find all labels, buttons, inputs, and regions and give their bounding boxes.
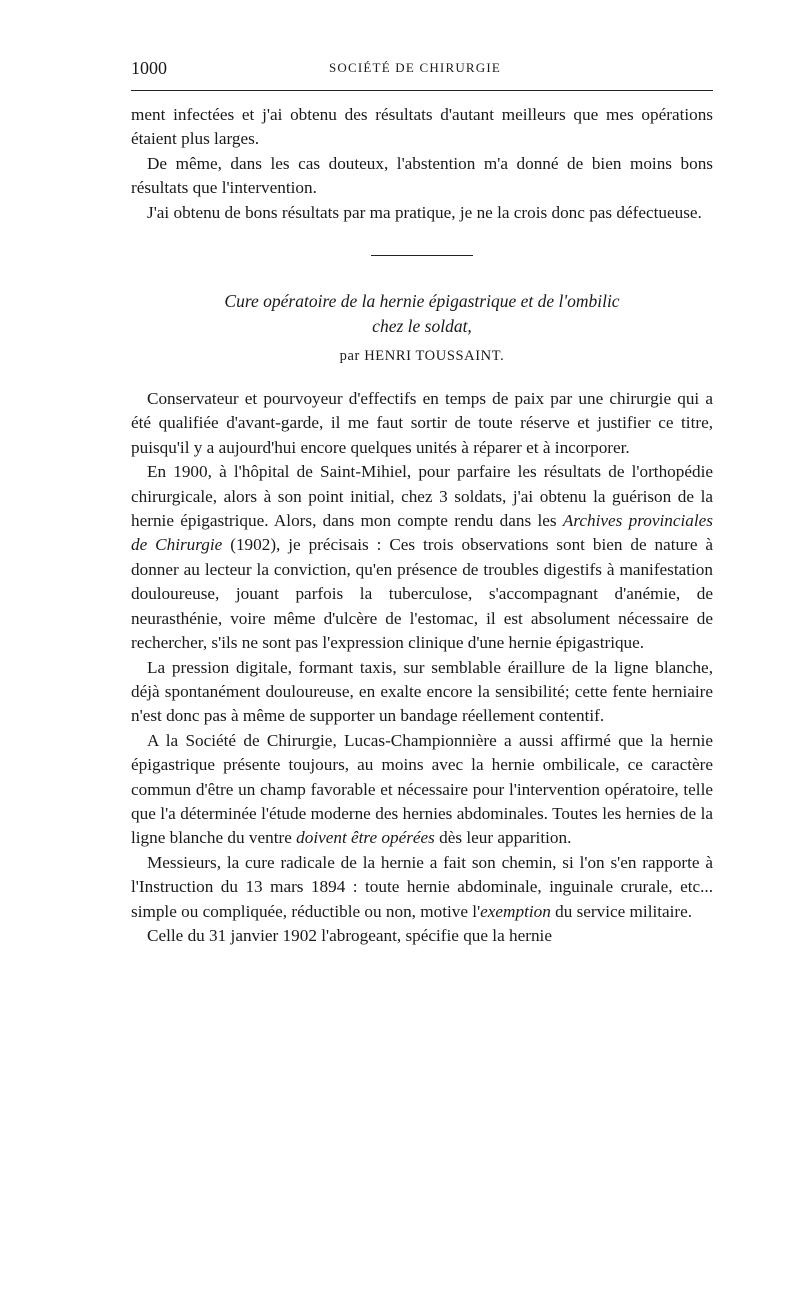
running-title: SOCIÉTÉ DE CHIRURGIE <box>329 60 502 75</box>
previous-article-ending <box>131 103 713 225</box>
paragraph-text: du service militaire. <box>550 901 693 921</box>
article-byline <box>131 348 713 365</box>
paragraph-text: dès leur apparition. <box>434 828 572 848</box>
page-number: 1000 <box>131 58 167 78</box>
paragraph-text: (1902), je précisais : Ces trois observations sont bien de nature à donner au lecteur la conviction, qu'en présence de troubles digestifs à manifestation douloureuse, jouant parfois la tuberculose, s'accompagnant d'anémie, de neurasthénie, voire même d'ulcère de l'estomac, il est absolument nécessaire de rechercher, s'ils ne sont pas l'expression clinique d'une hernie épigastrique. <box>131 535 713 653</box>
article-title-line: Cure opératoire de la hernie épigastrique et de l'ombilic <box>224 291 620 312</box>
author-name: HENRI TOUSSAINT. <box>364 348 505 365</box>
emphasis: exemption <box>480 901 551 921</box>
paragraph: J'ai obtenu de bons résultats par ma pratique, je ne la crois donc pas défectueuse. <box>147 202 702 222</box>
running-header <box>131 58 713 84</box>
paragraph-text: En 1900, à l'hôpital de Saint-Mihiel, pour parfaire les résultats de l'orthopédie chirurgicale, alors à son point initial, chez 3 soldats, j'ai obtenu la guérison de la hernie épigastrique. Alors, dans mon compte rendu dans les <box>131 462 713 531</box>
paragraph: La pression digitale, formant taxis, sur semblable éraillure de la ligne blanche, déjà spontanément douloureuse, en exalte encore la sensibilité; cette fente herniaire n'est donc pas à même de supporter un bandage réellement contentif. <box>131 657 713 726</box>
header-rule <box>131 90 713 91</box>
journal-title: Archives provinciales de Chirurgie <box>131 511 713 555</box>
paragraph <box>131 460 713 655</box>
article-title-line: chez le soldat, <box>372 316 472 337</box>
paragraph: De même, dans les cas douteux, l'abstention m'a donné de bien moins bons résultats que l'intervention. <box>131 153 713 198</box>
paragraph: Conservateur et pourvoyeur d'effectifs en temps de paix par une chirurgie qui a été qualifiée d'avant-garde, il me faut sortir de toute réserve et justifier ce titre, puisqu'il y a aujourd'hui encore quelques unités à réparer et à incorporer. <box>131 389 713 457</box>
paragraph <box>131 851 713 924</box>
paragraph: ment infectées et j'ai obtenu des résultats d'autant meilleurs que mes opérations étaient plus larges. <box>131 105 713 149</box>
paragraph <box>131 729 713 851</box>
paragraph-text: Messieurs, la cure radicale de la hernie a fait son chemin, si l'on s'en rapporte à l'Instruction du 13 mars 1894 : toute hernie abdominale, inguinale crurale, etc... simple ou compliquée, réductible ou non, motive l' <box>131 852 713 921</box>
emphasis: doivent être opérées <box>296 828 435 848</box>
article-title <box>131 289 713 339</box>
paragraph: Celle du 31 janvier 1902 l'abrogeant, spécifie que la hernie <box>147 925 552 945</box>
byline-prefix: par <box>339 348 360 365</box>
paragraph-text: A la Société de Chirurgie, Lucas-Championnière a aussi affirmé que la hernie épigastrique présente toujours, au moins avec la hernie ombilicale, ce caractère commun d'être un champ favorable et nécessaire pour l'intervention opératoire, telle que l'a déterminée l'étude moderne des hernies abdominales. Toutes les hernies de la ligne blanche du ventre <box>131 730 713 848</box>
section-divider <box>371 255 473 256</box>
article-body <box>131 387 713 948</box>
book-page <box>131 58 713 948</box>
